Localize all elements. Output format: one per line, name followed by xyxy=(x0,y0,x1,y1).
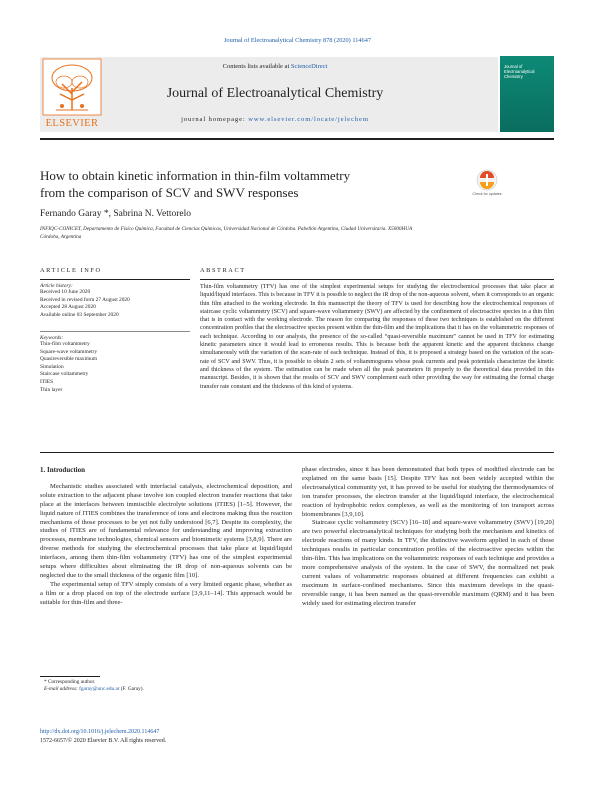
history-item: Accepted 28 August 2020 xyxy=(40,304,96,311)
affiliation-line-2: Córdoba, Argentina xyxy=(40,233,82,240)
affiliation-line-1: INFIQC-CONICET, Departamento de Físico Química, Facultad de Ciencias Químicas, Universidad Nacional de Córdoba. Pabellón Argentina, Ciudad Universitaria. X5000HUA xyxy=(40,226,413,232)
copyright-line: 1572-6657/© 2020 Elsevier B.V. All rights reserved. xyxy=(40,737,167,744)
paragraph: Staircase cyclic voltammetry (SCV) [16–18] and square-wave voltammetry (SWV) [19,20] are two powerful electroanalytical techniques for studying both the mechanism and kinetics of electrode reactions of many kinds. In TFV, the distinctive waveform applied in each of those techniques results in particular concentration profiles of the electroactive species within the thin-film. This has implications on the voltammetric responses of each technique and provides a more comprehensive analysis of the system. In the case of SWV, the normalized net peak current values of voltammetric responses obtained at different frequencies can exhibit a maximum in surface-confined mechanisms. Since this maximum develops in the quasi-reversible range, it has been named as the quasi-reversible maximum (QRM) and it has been widely used for estimating electron transfer xyxy=(302,519,554,607)
email-suffix: (F. Garay). xyxy=(119,686,144,693)
body-right-column xyxy=(302,466,554,609)
keyword: Quasireversible maximum xyxy=(40,356,98,363)
article-history xyxy=(40,283,190,319)
header-rule xyxy=(40,138,554,140)
email-label: E-mail address: xyxy=(44,686,80,693)
info-divider xyxy=(40,331,190,332)
abstract-text: Thin-film voltammetry (TFV) has one of the simplest experimental setups for studying the electrochemical processes that take place at liquid/liquid interfaces. This is because in TFV it is possible to neglect the iR drop of the non-aqueous solvent, when it corresponds to an organic thin film attached to the working electrode. In this manuscript the theory of TFV is used for describing how the electrochemical responses of staircase cyclic voltammetry (SCV) and square-wave voltammetry (SWV) are affected by the confinement of electroactive species in a thin film that is in contact with the working electrode. The reason for comparing the responses of these two techniques is established on the different concentration profiles that the electroactive species present within the thin-film and the implications that it has on the voltammetric responses of each technique. According to our analysis, the presence of the so-called “quasi-reversible maximum” cannot be used in TFV for estimating kinetic parameters since it would lead to erroneous results. This is because both the apparent kinetic and the apparent thickness change simultaneously with the variation of the scan-rate of each technique. Instead of this, it is proposed a strategy based on the variation of the scan-rate of SCV and SWV. Thus, it is possible to obtain 2 sets of voltammograms whose peak currents and peak potentials characterize the kinetic and thickness of the system. The estimation can be made when all the peak parameters fit properly to the theoretical data provided in this manuscript. Besides, it is shown that the results of SCV and SWV complement each other providing the way for estimating the formal charge transfer rate constant and the thickness of this kind of systems. xyxy=(200,284,554,390)
homepage-line xyxy=(110,116,440,123)
authors: Fernando Garay *, Sabrina N. Vettorelo xyxy=(40,209,191,219)
paragraph: The experimental setup of TFV simply consists of a very limited organic phase, whether as a film or a drop placed on top of the electrode surface [3,9,11–14]. This approach would be suitable for thin-film and three- xyxy=(40,580,292,606)
title-line-2: from the comparison of SCV and SWV responses xyxy=(40,185,299,200)
keyword: Thin-film voltammetry xyxy=(40,341,90,347)
keyword: Staircase voltammetry xyxy=(40,371,89,378)
article-title xyxy=(40,167,460,201)
title-line-1: How to obtain kinetic information in thin-film voltammetry xyxy=(40,168,351,183)
homepage-prefix: journal homepage: xyxy=(181,116,249,123)
body-left-column xyxy=(40,466,292,608)
badge-text: Check for updates xyxy=(472,192,502,196)
email-link[interactable]: fgaray@unc.edu.ar xyxy=(79,686,120,693)
sciencedirect-link[interactable]: ScienceDirect xyxy=(290,63,328,70)
journal-reference[interactable]: Journal of Electroanalytical Chemistry 878 (2020) 114647 xyxy=(223,37,371,44)
info-rule-top xyxy=(40,279,190,280)
keywords xyxy=(40,335,190,394)
abstract-rule-top xyxy=(200,279,554,280)
corresponding-author-note: * Corresponding author. xyxy=(44,679,96,685)
history-item: Received 10 June 2020 xyxy=(40,289,91,295)
paragraph: phase electrodes, since it has been demonstrated that both types of modified electrode can be explained on the same basis [15]. Despite TFV has not been widely accepted within the electroanalytical community yet, it has proved to be useful for studying the thermodynamics of ion transfer processes, the electron transfer at the liquid/liquid interface, the electrochemical reaction of hydrophobic redox complexes, as well as the monitoring of ion transport across biomembranes [3,9,10]. xyxy=(302,466,554,518)
bottom-info xyxy=(40,728,340,745)
keyword: Square-wave voltammetry xyxy=(40,348,98,355)
keywords-label: Keywords: xyxy=(40,335,64,341)
publisher-name: ELSEVIER xyxy=(45,118,99,129)
email-line xyxy=(44,686,294,693)
contents-line xyxy=(110,63,440,70)
contents-prefix: Contents lists available at xyxy=(222,63,291,70)
abstract-heading: ABSTRACT xyxy=(200,267,246,274)
footnote xyxy=(44,679,294,694)
cover-title: Journal of Electroanalytical Chemistry xyxy=(504,64,535,79)
journal-title: Journal of Electroanalytical Chemistry xyxy=(166,86,384,101)
footnote-rule xyxy=(40,676,100,677)
keyword: ITIES xyxy=(40,378,54,385)
history-item: Available online 03 September 2020 xyxy=(40,311,119,318)
article-info-heading: ARTICLE INFO xyxy=(40,267,102,274)
paragraph: Mechanistic studies associated with interfacial catalysis, electrochemical deposition, and solute extraction to the adjacent phase involve ion coupled electron transfer reactions that take place at the interfaces between immiscible electrolyte solutions (ITIES) [1–5]. However, the liquid nature of ITIES combines the transference of ions and electrons making thus the reaction mechanisms of those processes to be yet not fully understood [6,7]. Despite its complexity, the studies of ITIES are of fundamental relevance for understanding and improving extraction processes, membrane technologies, chemical sensors and biomimetic systems [3,8,9]. There are diverse methods for studying the electrochemical processes that take place at liquid/liquid interfaces, among them thin-film voltammetry (TFV) has one of the simplest experimental setups where difficulties about eliminating the iR drop of non-aqueous solvents can be neglected due to the small thickness of the organic film [10]. xyxy=(40,482,292,579)
homepage-link[interactable]: www.elsevier.com/locate/jelechem xyxy=(248,116,369,123)
section-heading: 1. Introduction xyxy=(40,466,85,474)
history-item: Received in revised form 27 August 2020 xyxy=(40,296,130,303)
keyword: Simulation xyxy=(40,363,64,370)
doi-link[interactable]: http://dx.doi.org/10.1016/j.jelechem.2020.114647 xyxy=(40,729,160,735)
abstract-rule-bottom xyxy=(40,452,554,453)
affiliation xyxy=(40,226,520,241)
keyword: Thin layer xyxy=(40,386,63,393)
check-for-updates-icon[interactable] xyxy=(474,168,500,202)
history-label: Article history: xyxy=(40,283,73,289)
